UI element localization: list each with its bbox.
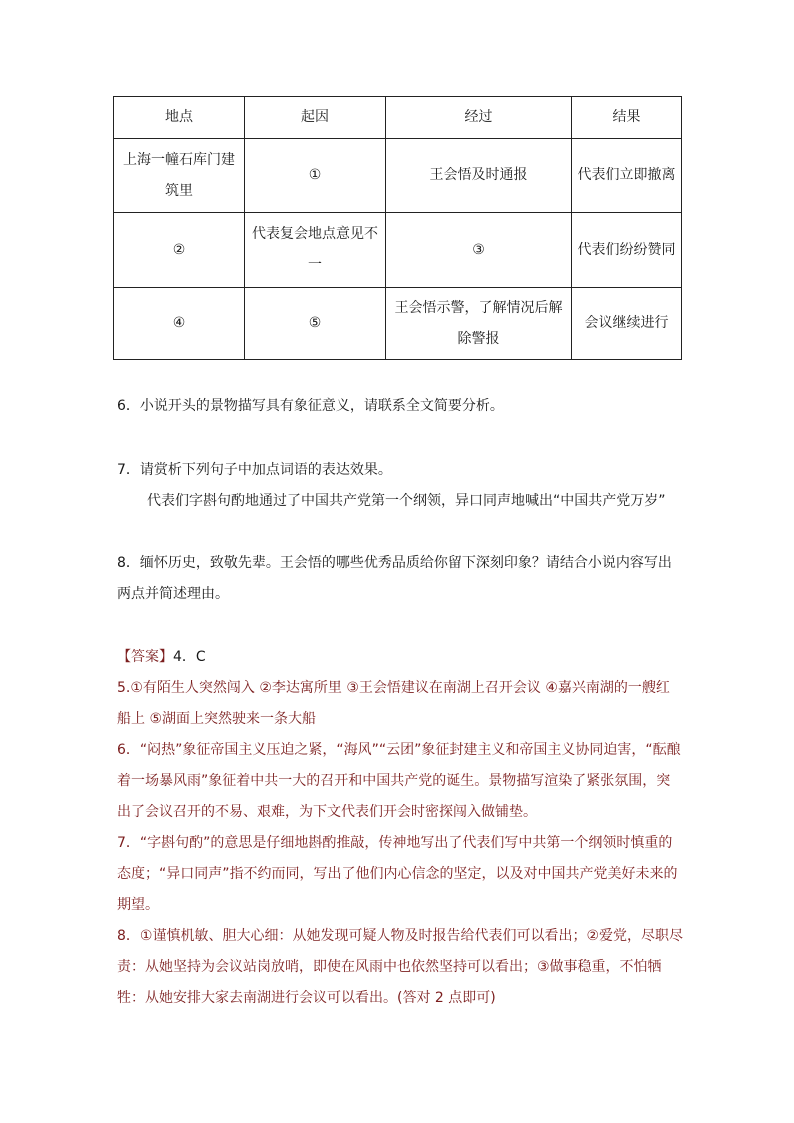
table-row xyxy=(114,288,682,360)
answer-7: 7．“字斟句酌”的意思是仔细地斟酌推敲，传神地写出了代表们写中共第一个纲领时慎重的态度；“异口同声”指不约而同，写出了他们内心信念的坚定，以及对中国共产党美好未来的期望。 xyxy=(117,835,678,913)
table-cell: 王会悟示警，了解情况后解除警报 xyxy=(386,288,572,360)
table-cell: 上海一幢石库门建筑里 xyxy=(114,139,245,213)
answer-5: 5.①有陌生人突然闯入 ②李达寓所里 ③王会悟建议在南湖上召开会议 ④嘉兴南湖的一艘红船上 ⑤湖面上突然驶来一条大船 xyxy=(117,680,670,727)
answer-section xyxy=(117,642,683,1014)
answer-6: 6．“闷热”象征帝国主义压迫之紧，“海风”“云团”象征封建主义和帝国主义协同迫害，“酝酿着一场暴风雨”象征着中共一大的召开和中国共产党的诞生。景物描写渲染了紧张氛围，突出了会议召开的不易、艰难，为下文代表们开会时密探闯入做铺垫。 xyxy=(117,742,681,820)
table-cell: 会议继续进行 xyxy=(572,288,682,360)
table-cell: ③ xyxy=(386,213,572,288)
table-cell: 代表们立即撤离 xyxy=(572,139,682,213)
table-cell: ⑤ xyxy=(245,288,386,360)
table-row xyxy=(114,213,682,288)
table-cell: 代表复会地点意见不一 xyxy=(245,213,386,288)
table-cell: ② xyxy=(114,213,245,288)
question-7-quote: 代表们字斟句酌地通过了中国共产党第一个纲领，异口同声地喊出“中国共产党万岁” xyxy=(147,493,666,509)
question-6: 6．小说开头的景物描写具有象征意义，请联系全文简要分析。 xyxy=(117,398,504,414)
table-cell: ① xyxy=(245,139,386,213)
question-7 xyxy=(117,455,683,517)
table-row xyxy=(114,139,682,213)
header-cause: 起因 xyxy=(245,97,386,139)
answer-8: 8．①谨慎机敏、胆大心细：从她发现可疑人物及时报告给代表们可以看出；②爱党，尽职尽责：从她坚持为会议站岗放哨，即使在风雨中也依然坚持可以看出；③做事稳重，不怕牺牲：从她安排大家去南湖进行会议可以看出。(答对 2 点即可) xyxy=(117,928,684,1006)
question-8: 8．缅怀历史，致敬先辈。王会悟的哪些优秀品质给你留下深刻印象？请结合小说内容写出两点并简述理由。 xyxy=(117,555,672,602)
answer-tag: 【答案】 xyxy=(117,649,173,665)
answer-4: 4．C xyxy=(173,649,206,665)
question-7-prompt: 7．请赏析下列句子中加点词语的表达效果。 xyxy=(117,462,392,478)
header-location: 地点 xyxy=(114,97,245,139)
plot-summary-table xyxy=(113,96,682,360)
header-process: 经过 xyxy=(386,97,572,139)
answer-4-line xyxy=(117,642,683,673)
table-cell: ④ xyxy=(114,288,245,360)
table-header-row xyxy=(114,97,682,139)
table-cell: 王会悟及时通报 xyxy=(386,139,572,213)
table-cell: 代表们纷纷赞同 xyxy=(572,213,682,288)
header-result: 结果 xyxy=(572,97,682,139)
